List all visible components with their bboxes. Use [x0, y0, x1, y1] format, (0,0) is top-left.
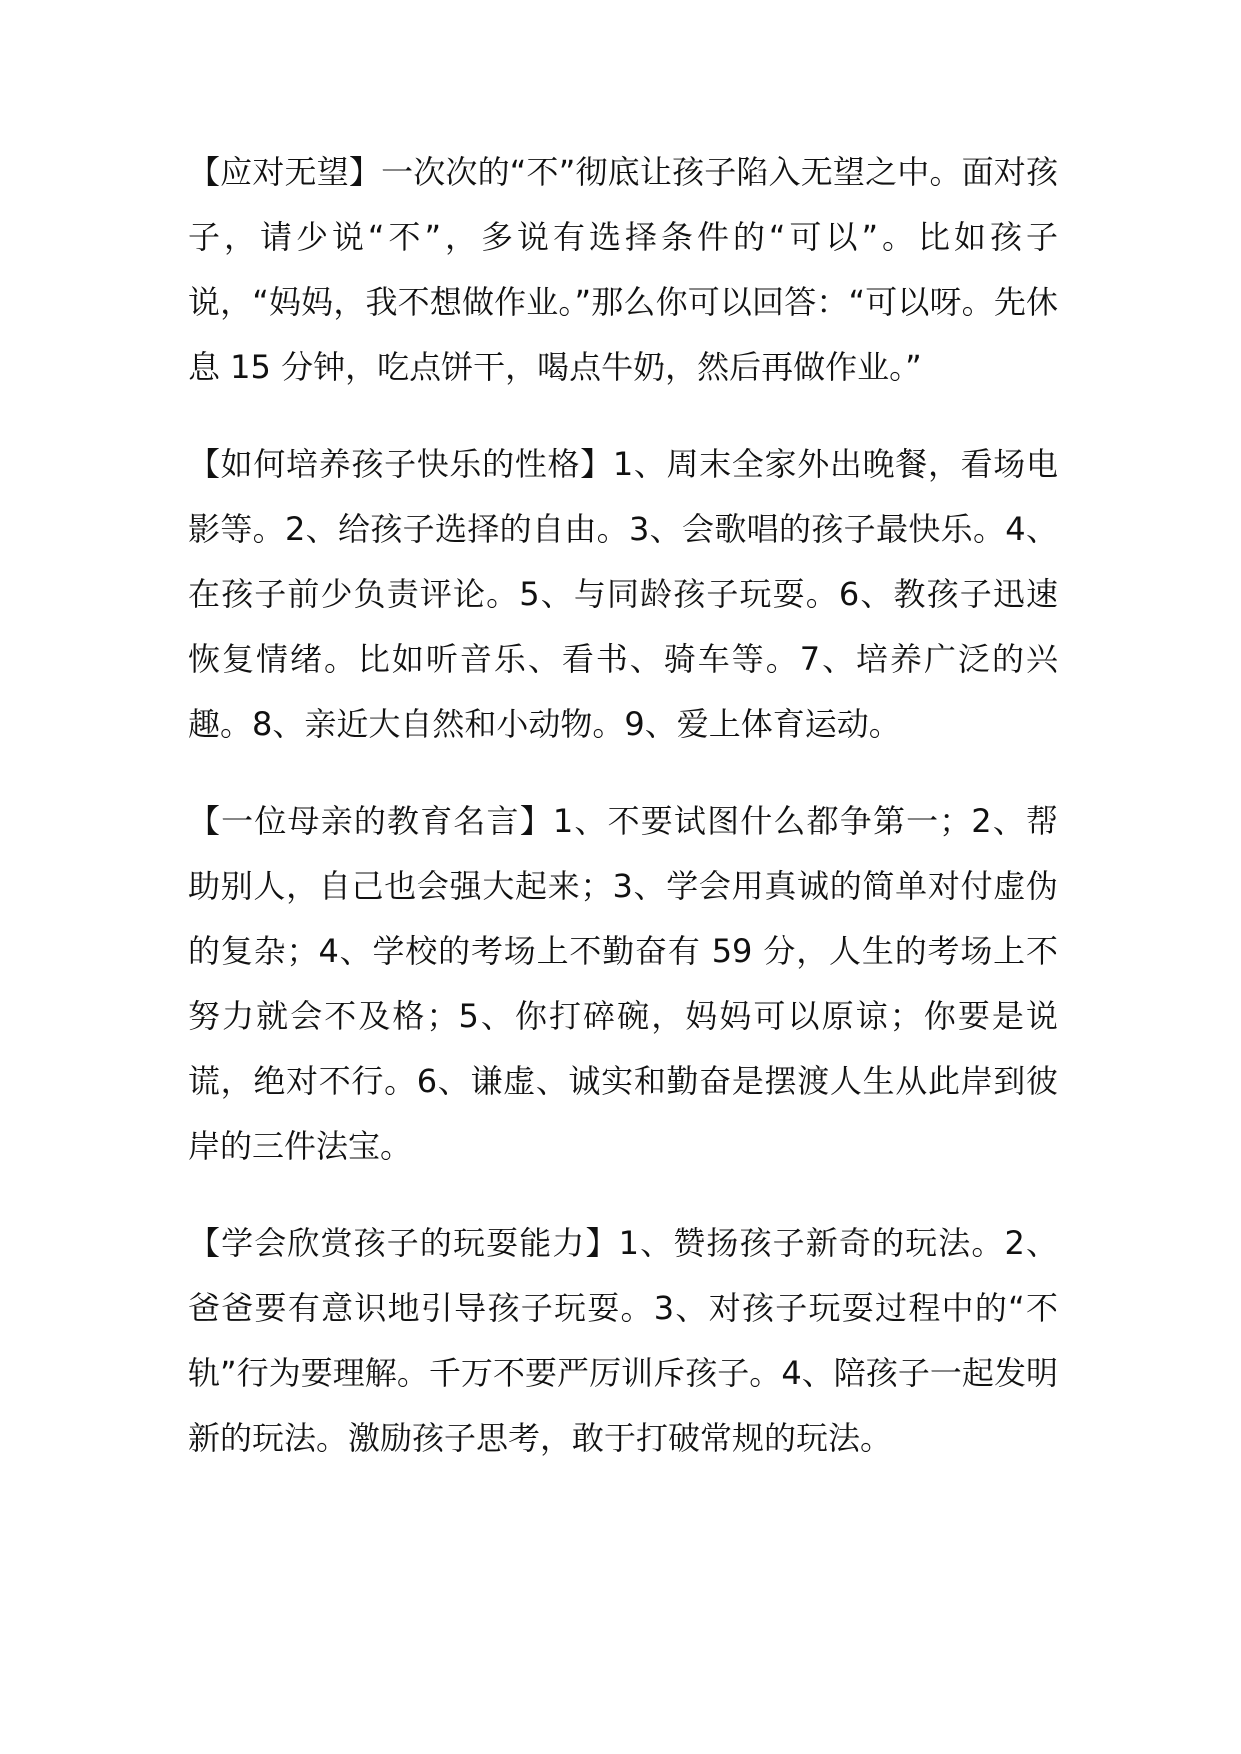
document-page [188, 140, 1058, 1503]
paragraph-appreciate-play: 【学会欣赏孩子的玩耍能力】1、赞扬孩子新奇的玩法。2、爸爸要有意识地引导孩子玩耍。3、对孩子玩耍过程中的“不轨”行为要理解。千万不要严厉训斥孩子。4、陪孩子一起发明新的玩法。激励孩子思考，敢于打破常规的玩法。 [188, 1224, 1058, 1457]
paragraph-coping-with-hopelessness: 【应对无望】一次次的“不”彻底让孩子陷入无望之中。面对孩子，请少说“不”，多说有选择条件的“可以”。比如孩子说，“妈妈，我不想做作业。”那么你可以回答：“可以呀。先休息 15 分钟，吃点饼干，喝点牛奶，然后再做作业。” [188, 153, 1058, 386]
paragraph-mother-education-quotes: 【一位母亲的教育名言】1、不要试图什么都争第一；2、帮助别人，自己也会强大起来；3、学会用真诚的简单对付虚伪的复杂；4、学校的考场上不勤奋有 59 分，人生的考场上不努力就会不及格；5、你打碎碗，妈妈可以原谅；你要是说谎，绝对不行。6、谦虚、诚实和勤奋是摆渡人生从此岸到彼岸的三件法宝。 [188, 802, 1058, 1165]
paragraph-happy-personality: 【如何培养孩子快乐的性格】1、周末全家外出晚餐，看场电影等。2、给孩子选择的自由。3、会歌唱的孩子最快乐。4、在孩子前少负责评论。5、与同龄孩子玩耍。6、教孩子迅速恢复情绪。比如听音乐、看书、骑车等。7、培养广泛的兴趣。8、亲近大自然和小动物。9、爱上体育运动。 [188, 445, 1058, 743]
